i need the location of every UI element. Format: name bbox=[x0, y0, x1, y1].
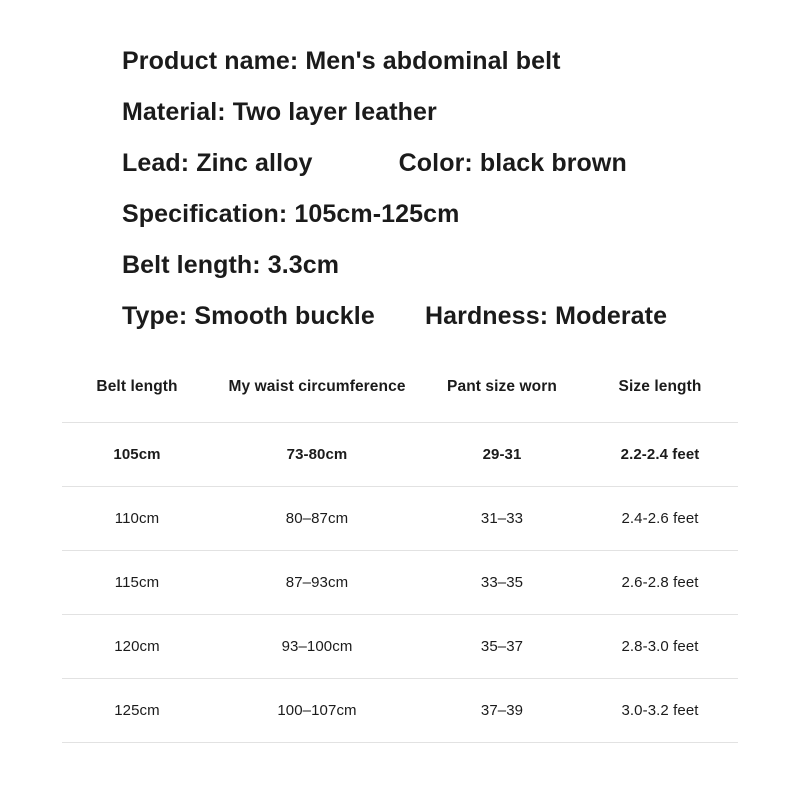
size-chart-table bbox=[62, 378, 738, 743]
cell-pant-size: 33–35 bbox=[480, 574, 524, 591]
cell-size-length: 2.4-2.6 feet bbox=[621, 510, 699, 527]
column-header-pant-size: Pant size worn bbox=[447, 378, 557, 395]
size-chart-header bbox=[62, 378, 738, 423]
cell-belt-length: 110cm bbox=[114, 510, 160, 527]
cell-size-length: 3.0-3.2 feet bbox=[621, 702, 699, 719]
cell-size-length: 2.2-2.4 feet bbox=[620, 446, 700, 463]
cell-pant-size: 29-31 bbox=[482, 446, 522, 463]
spec-text-specification: Specification: 105cm-125cm bbox=[122, 200, 460, 228]
cell-pant-size: 35–37 bbox=[480, 638, 524, 655]
spec-text-material: Material: Two layer leather bbox=[122, 98, 437, 126]
cell-belt-length: 125cm bbox=[114, 702, 160, 719]
table-row bbox=[62, 423, 738, 487]
column-header-size-length: Size length bbox=[618, 378, 702, 395]
cell-waist-circumference: 93–100cm bbox=[281, 638, 353, 655]
spec-text-hardness: Hardness: Moderate bbox=[424, 302, 668, 330]
spec-line-specification bbox=[122, 189, 742, 240]
cell-belt-length: 115cm bbox=[114, 574, 160, 591]
spec-text-color: Color: black brown bbox=[398, 149, 627, 177]
cell-waist-circumference: 80–87cm bbox=[285, 510, 349, 527]
spec-line-material bbox=[122, 87, 742, 138]
spec-line-type-hardness bbox=[122, 291, 742, 342]
cell-waist-circumference: 87–93cm bbox=[285, 574, 349, 591]
cell-pant-size: 37–39 bbox=[480, 702, 524, 719]
cell-size-length: 2.8-3.0 feet bbox=[621, 638, 699, 655]
spec-text-product-name: Product name: Men's abdominal belt bbox=[122, 47, 561, 75]
spec-line-belt-length bbox=[122, 240, 742, 291]
cell-size-length: 2.6-2.8 feet bbox=[621, 574, 699, 591]
spec-text-type: Type: Smooth buckle bbox=[122, 302, 375, 330]
spec-line-product-name bbox=[122, 36, 742, 87]
size-chart-body bbox=[62, 423, 738, 743]
cell-waist-circumference: 100–107cm bbox=[277, 702, 357, 719]
cell-waist-circumference: 73-80cm bbox=[286, 446, 348, 463]
table-row bbox=[62, 615, 738, 679]
cell-belt-length: 105cm bbox=[113, 446, 161, 463]
table-row bbox=[62, 679, 738, 743]
column-header-belt-length: Belt length bbox=[96, 378, 178, 395]
table-row bbox=[62, 487, 738, 551]
cell-pant-size: 31–33 bbox=[480, 510, 524, 527]
spec-text-lead: Lead: Zinc alloy bbox=[122, 149, 313, 177]
specification-list bbox=[122, 36, 742, 342]
table-header-row bbox=[62, 378, 738, 423]
table-row bbox=[62, 551, 738, 615]
spec-text-belt-length: Belt length: 3.3cm bbox=[122, 251, 340, 279]
column-header-waist-circumference: My waist circumference bbox=[228, 378, 406, 395]
spec-line-lead-color bbox=[122, 138, 742, 189]
cell-belt-length: 120cm bbox=[114, 638, 160, 655]
